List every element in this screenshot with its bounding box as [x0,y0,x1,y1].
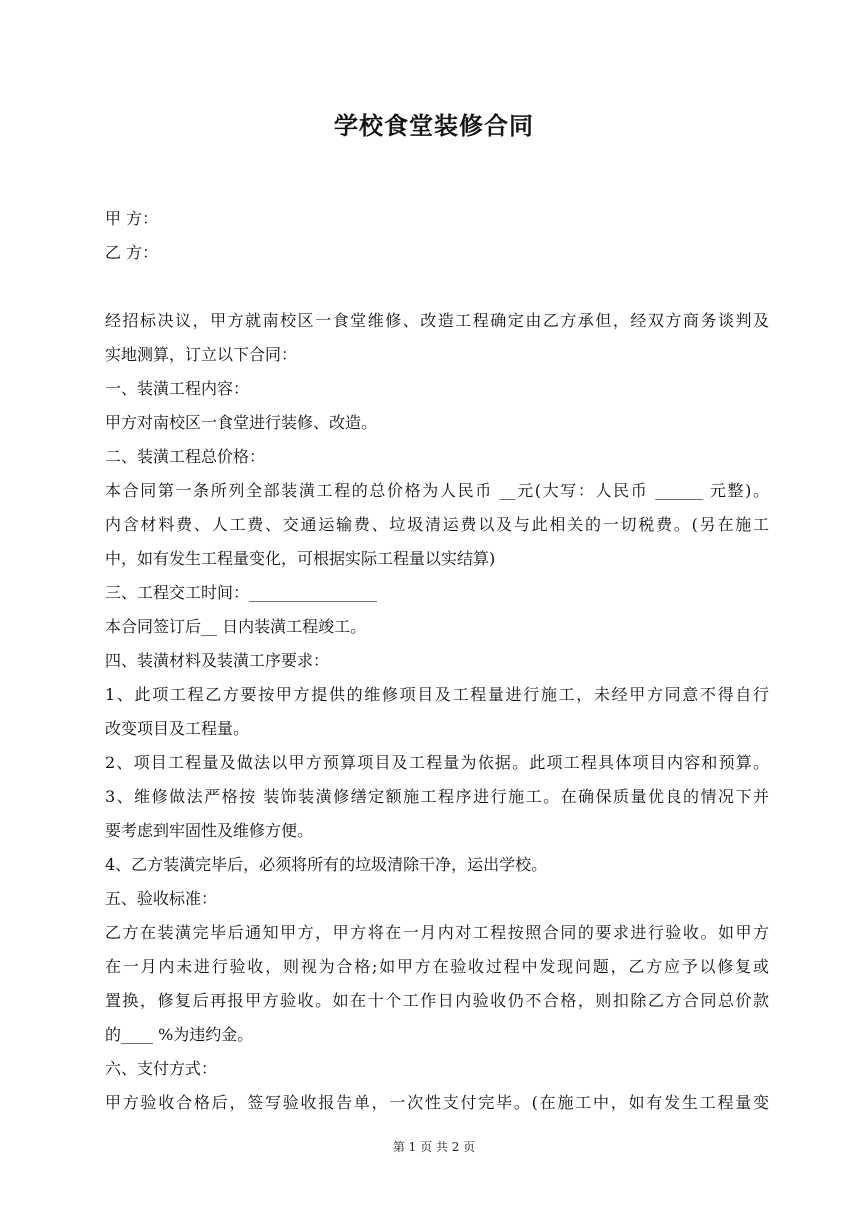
paragraph-line: 实地测算，订立以下合同： [105,345,298,364]
paragraph-line: 要考虑到牢固性及维修方便。 [105,821,314,840]
section-heading-5: 五、验收标准： [105,889,218,908]
section-heading-4: 四、装潢材料及装潢工序要求： [105,651,330,670]
paragraph-line: 改变项目及工程量。 [105,719,250,738]
section-heading-1: 一、装潢工程内容： [105,379,250,398]
paragraph-line: 甲方对南校区一食堂进行装修、改造。 [105,413,378,432]
paragraph-line: 乙方在装潢完毕后通知甲方，甲方将在一月内对工程按照合同的要求进行验收。如甲方 [105,923,769,942]
party-a-line: 甲 方： [105,209,159,228]
section-heading-2: 二、装潢工程总价格： [105,447,266,466]
paragraph-line: 3、维修做法严格按 装饰装潢修缮定额施工程序进行施工。在确保质量优良的情况下并 [105,787,769,806]
paragraph-line: 置换，修复后再报甲方验收。如在十个工作日内验收仍不合格，则扣除乙方合同总价款 [105,991,769,1010]
document-body [105,202,769,1120]
section-heading-3: 三、工程交工时间：________________ [105,583,378,602]
paragraph-line: 甲方验收合格后，签写验收报告单，一次性支付完毕。(在施工中，如有发生工程量变 [105,1093,769,1112]
document-title: 学校食堂装修合同 [334,111,534,140]
section-heading-6: 六、支付方式： [105,1059,218,1078]
paragraph-line: 4、乙方装潢完毕后，必须将所有的垃圾清除干净，运出学校。 [105,855,548,874]
paragraph-line: 中，如有发生工程量变化，可根据实际工程量以实结算) [105,549,496,568]
paragraph-line: 的____ %为违约金。 [105,1025,254,1044]
page-footer: 第 1 页 共 2 页 [392,1140,476,1154]
blank-spacer [105,270,769,304]
paragraph-line: 内含材料费、人工费、交通运输费、垃圾清运费以及与此相关的一切税费。(另在施工 [105,515,769,534]
paragraph-line: 在一月内未进行验收，则视为合格;如甲方在验收过程中发现问题，乙方应予以修复或 [105,957,769,976]
paragraph-line: 2、项目工程量及做法以甲方预算项目及工程量为依据。此项工程具体项目内容和预算。 [105,753,769,772]
paragraph-line: 经招标决议，甲方就南校区一食堂维修、改造工程确定由乙方承但，经双方商务谈判及 [105,311,769,330]
paragraph-line: 本合同第一条所列全部装潢工程的总价格为人民币 __元(大写：人民币 ______ 元整)。 [105,481,769,500]
paragraph-line: 1、此项工程乙方要按甲方提供的维修项目及工程量进行施工，未经甲方同意不得自行 [105,685,769,704]
party-b-line: 乙 方： [105,243,159,262]
paragraph-line: 本合同签订后__ 日内装潢工程竣工。 [105,617,367,636]
